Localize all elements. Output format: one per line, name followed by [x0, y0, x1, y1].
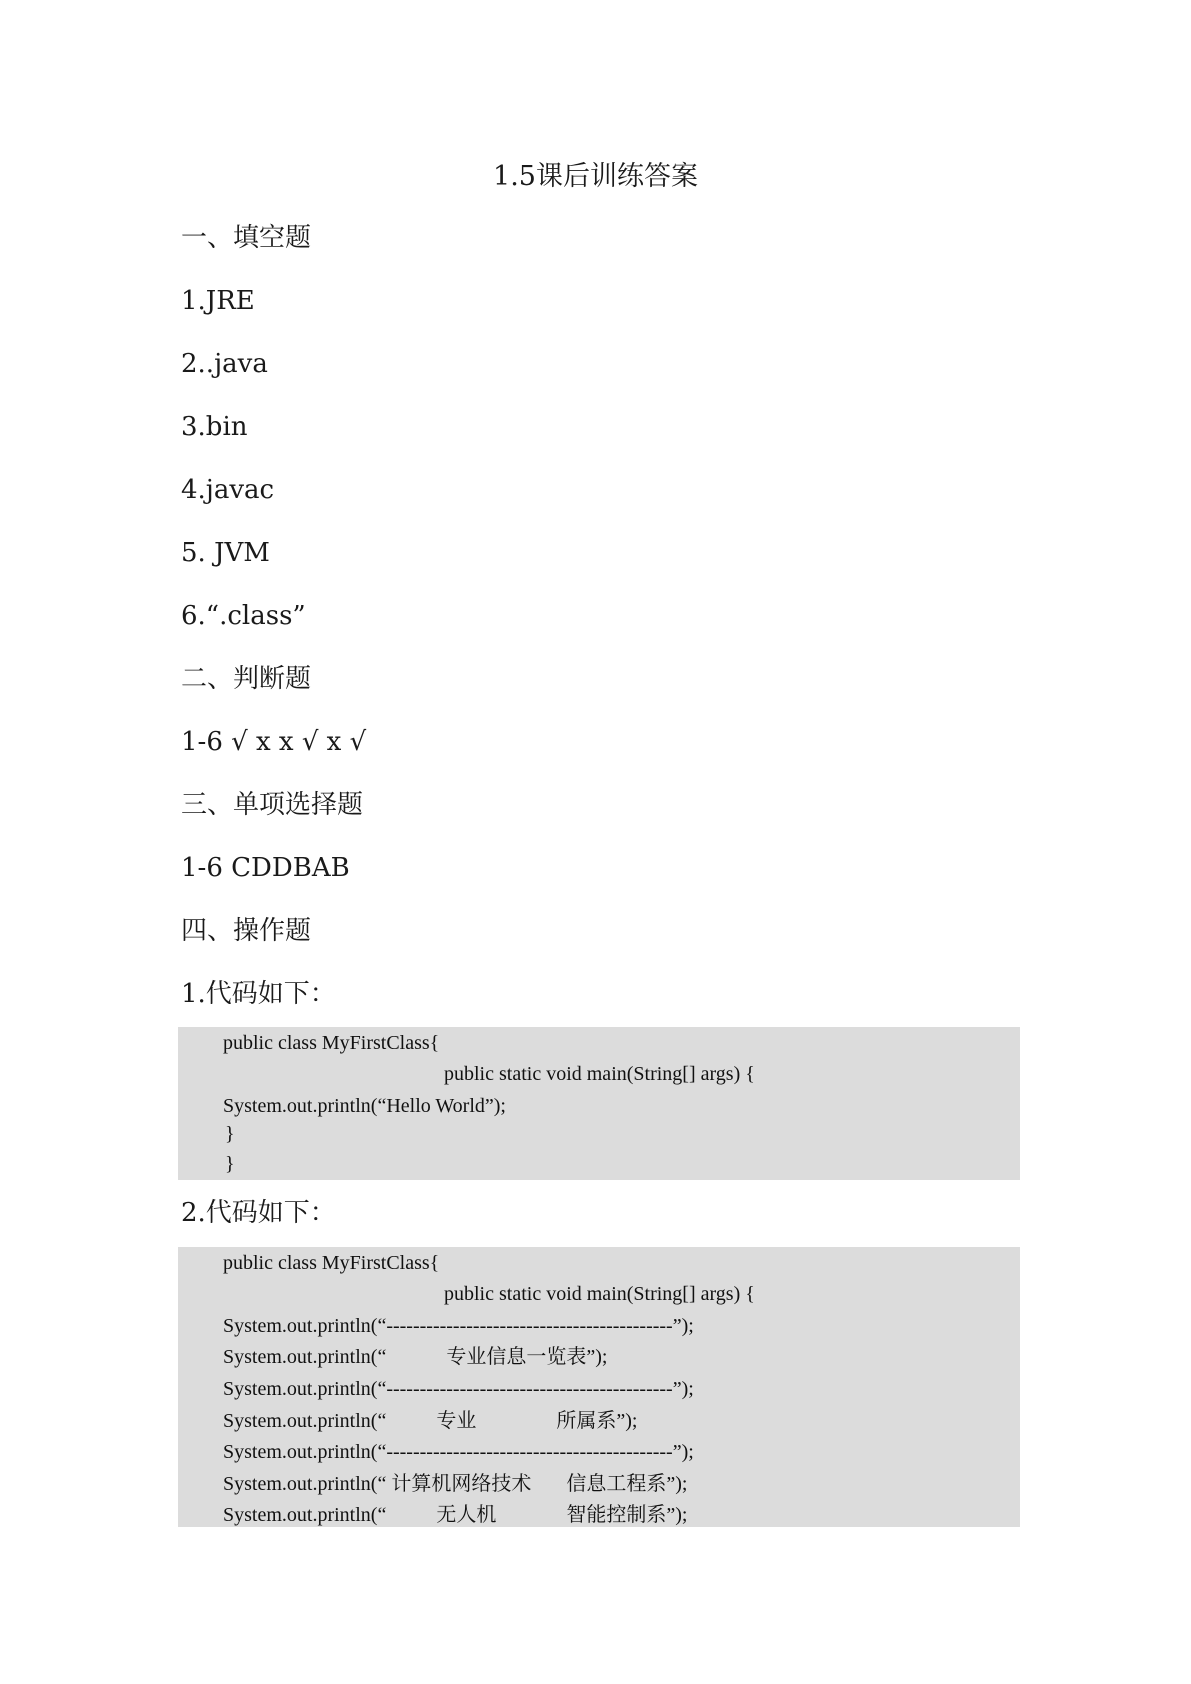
- section-heading-single-choice: 三、单项选择题: [181, 790, 364, 820]
- code-line: public class MyFirstClass{: [223, 1252, 440, 1274]
- code-line: System.out.println(“ 专业 所属系”);: [223, 1410, 638, 1432]
- code-line: System.out.println(“ 无人机 智能控制系”);: [223, 1504, 688, 1526]
- code-line: System.out.println(“Hello World”);: [223, 1095, 506, 1117]
- answer-line-2: 2..java: [181, 349, 268, 379]
- answer-line-3: 3.bin: [181, 412, 248, 442]
- answer-line-4: 4.javac: [181, 475, 275, 505]
- code-line: System.out.println(“ 专业信息一览表”);: [223, 1346, 608, 1368]
- code-line: public static void main(String[] args) {: [444, 1063, 755, 1085]
- code-line: System.out.println(“-------------------------------------------”);: [223, 1378, 694, 1400]
- section-heading-operation: 四、操作题: [181, 916, 312, 946]
- document-title: 1.5课后训练答案: [493, 161, 698, 192]
- code-line: System.out.println(“-------------------------------------------”);: [223, 1441, 694, 1463]
- answer-line-1: 1.JRE: [181, 286, 255, 316]
- question-1-label: 1.代码如下：: [181, 979, 336, 1009]
- code-line: public class MyFirstClass{: [223, 1032, 440, 1054]
- answer-line-6: 6.“.class”: [181, 601, 306, 631]
- question-2-label: 2.代码如下：: [181, 1198, 336, 1228]
- code-line: }: [225, 1153, 235, 1175]
- code-block-1: [178, 1027, 1020, 1180]
- section-heading-true-false: 二、判断题: [181, 664, 312, 694]
- section-heading-fill-blank: 一、填空题: [181, 223, 312, 253]
- code-line: System.out.println(“ 计算机网络技术 信息工程系”);: [223, 1473, 688, 1495]
- code-line: public static void main(String[] args) {: [444, 1283, 755, 1305]
- answer-line-5: 5. JVM: [181, 538, 270, 568]
- true-false-answer: 1-6 √ x x √ x √: [181, 727, 367, 757]
- code-block-2: [178, 1247, 1020, 1527]
- single-choice-answer: 1-6 CDDBAB: [181, 853, 350, 883]
- code-line: }: [225, 1123, 235, 1145]
- code-line: System.out.println(“-------------------------------------------”);: [223, 1315, 694, 1337]
